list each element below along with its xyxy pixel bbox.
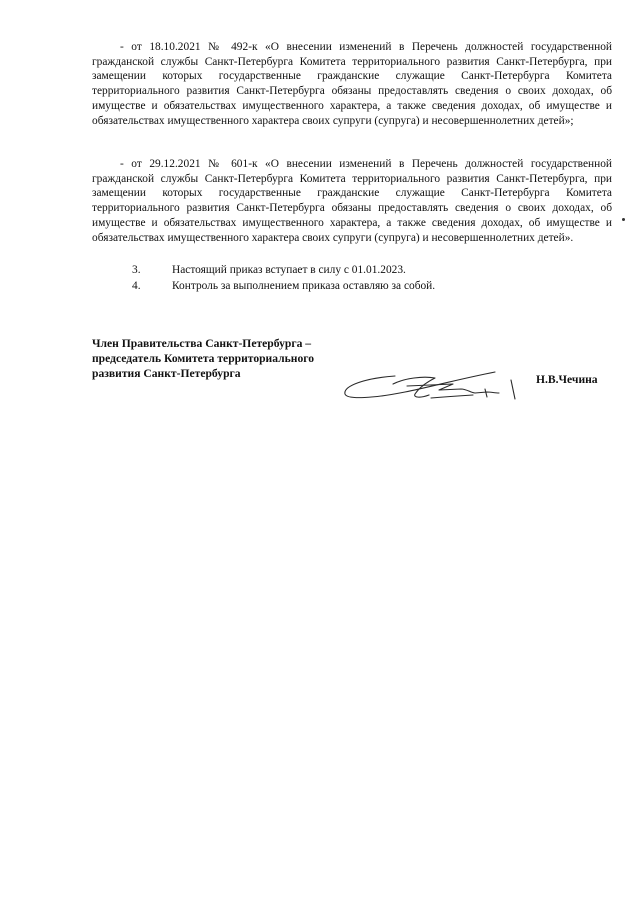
signatory-position [92, 337, 362, 381]
list-item-number: 4. [132, 280, 141, 292]
paragraph-order-492k: - от 18.10.2021 № 492-к «О внесении изменений в Перечень должностей государственной гражданской службы Санкт-Петербурга Комитета территориального развития Санкт-Петербурга, при замещении которых государственные гражданские служащие Санкт-Петербурга Комитета территориального развития Санкт-Петербурга обязаны предоставлять сведения о своих доходах, об имуществе и обязательствах имущественного характера, а также сведения доходах, об имуществе и обязательствах имущественного характера своих супруги (супруга) и несовершеннолетних детей»; [92, 41, 612, 127]
signatory-position-line: председатель Комитета территориального [92, 351, 315, 365]
signatory-position-line: Член Правительства Санкт-Петербурга – [92, 337, 312, 350]
signer-name: Н.В.Чечина [536, 373, 598, 386]
scan-speck [622, 218, 625, 221]
signatory-position-line: развития Санкт-Петербурга [92, 366, 241, 380]
handwritten-signature [335, 362, 525, 408]
list-item-number: 3. [132, 264, 141, 276]
list-item-text: Настоящий приказ вступает в силу с 01.01.2023. [172, 264, 406, 276]
list-item-text: Контроль за выполнением приказа оставляю за собой. [172, 280, 436, 292]
paragraph-order-601k: - от 29.12.2021 № 601-к «О внесении изменений в Перечень должностей государственной гражданской службы Санкт-Петербурга Комитета территориального развития Санкт-Петербурга, при замещении которых государственные гражданские служащие Санкт-Петербурга Комитета территориального развития Санкт-Петербурга обязаны предоставлять сведения о своих доходах, об имуществе и обязательствах имущественного характера, а также сведения доходах, об имуществе и обязательствах имущественного характера своих супруги (супруга) и несовершеннолетних детей». [92, 158, 612, 244]
